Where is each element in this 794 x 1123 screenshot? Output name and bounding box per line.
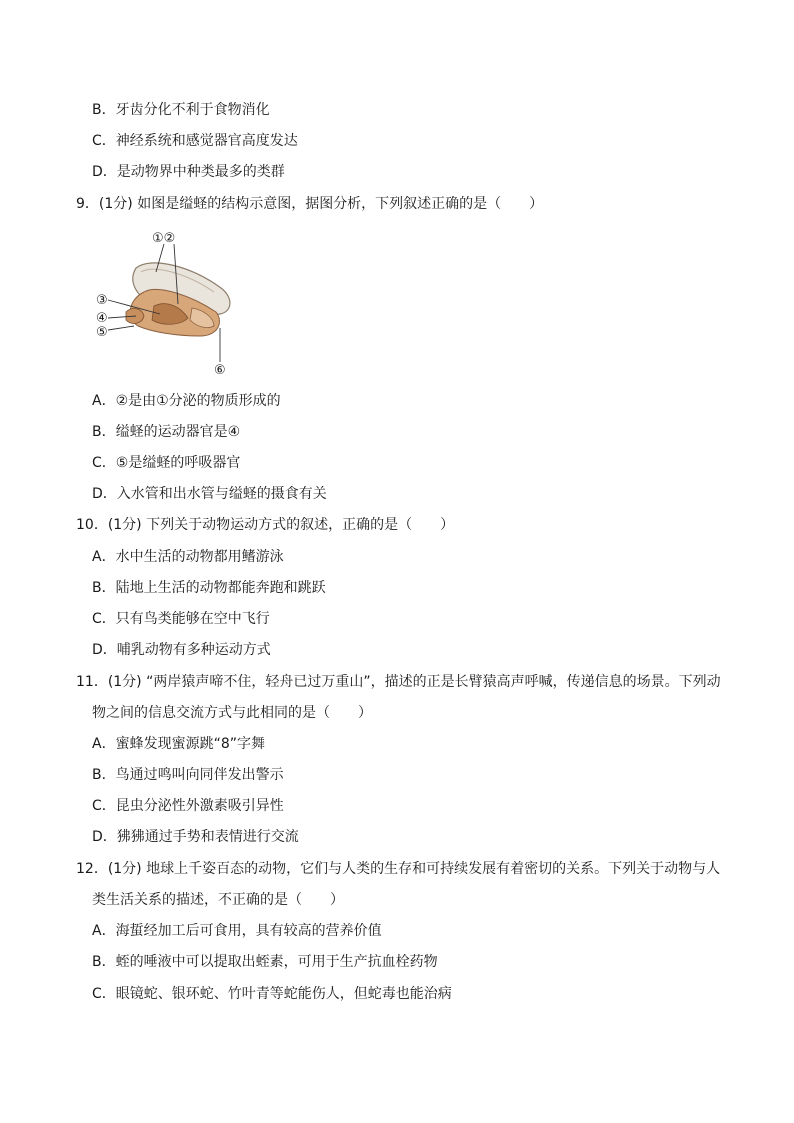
figure-label-3: ③ xyxy=(96,293,108,308)
q8-option-d: D．是动物界中种类最多的类群 xyxy=(92,164,285,180)
q10-option-d: D．哺乳动物有多种运动方式 xyxy=(92,642,271,658)
q10-option-b: B．陆地上生活的动物都能奔跑和跳跃 xyxy=(92,580,326,596)
figure-label-6: ⑥ xyxy=(214,363,226,376)
q11-option-a: A．蜜蜂发现蜜源跳“8”字舞 xyxy=(92,736,265,752)
q11-stem-line2: 物之间的信息交流方式与此相同的是（ ） xyxy=(92,705,372,721)
q9-option-a: A．②是由①分泌的物质形成的 xyxy=(92,393,281,409)
q12-stem-line2: 类生活关系的描述，不正确的是（ ） xyxy=(92,892,344,908)
q11-option-b: B．鸟通过鸣叫向同伴发出警示 xyxy=(92,767,284,783)
razor-clam-figure xyxy=(96,226,246,376)
q9-option-c: C．⑤是缢蛏的呼吸器官 xyxy=(92,455,241,471)
figure-label-1-2: ①② xyxy=(152,231,176,246)
q10-option-a: A．水中生活的动物都用鳍游泳 xyxy=(92,549,284,565)
q12-option-c: C．眼镜蛇、银环蛇、竹叶青等蛇能伤人，但蛇毒也能治病 xyxy=(92,986,452,1002)
q9-stem: 9．(1分) 如图是缢蛏的结构示意图，据图分析，下列叙述正确的是（ ） xyxy=(76,196,544,212)
figure-label-4: ④ xyxy=(96,311,108,326)
q12-stem-line1: 12．(1分) 地球上千姿百态的动物，它们与人类的生存和可持续发展有着密切的关系。下列关于动物与人 xyxy=(76,861,721,877)
q11-option-d: D．狒狒通过手势和表情进行交流 xyxy=(92,829,299,845)
q12-option-a: A．海蜇经加工后可食用，具有较高的营养价值 xyxy=(92,923,382,939)
q9-option-b: B．缢蛏的运动器官是④ xyxy=(92,424,241,440)
q8-option-c: C．神经系统和感觉器官高度发达 xyxy=(92,133,298,149)
q11-option-c: C．昆虫分泌性外激素吸引异性 xyxy=(92,798,284,814)
q12-option-b: B．蛭的唾液中可以提取出蛭素，可用于生产抗血栓药物 xyxy=(92,954,438,970)
q11-stem-line1: 11．(1分) “两岸猿声啼不住，轻舟已过万重山”，描述的正是长臂猿高声呼喊，传递信息的场景。下列动 xyxy=(76,674,721,690)
q9-option-d: D．入水管和出水管与缢蛏的摄食有关 xyxy=(92,486,327,502)
q8-option-b: B．牙齿分化不利于食物消化 xyxy=(92,102,270,118)
q10-stem: 10．(1分) 下列关于动物运动方式的叙述，正确的是（ ） xyxy=(76,517,455,533)
q10-option-c: C．只有鸟类能够在空中飞行 xyxy=(92,611,270,627)
figure-label-5: ⑤ xyxy=(96,325,108,340)
